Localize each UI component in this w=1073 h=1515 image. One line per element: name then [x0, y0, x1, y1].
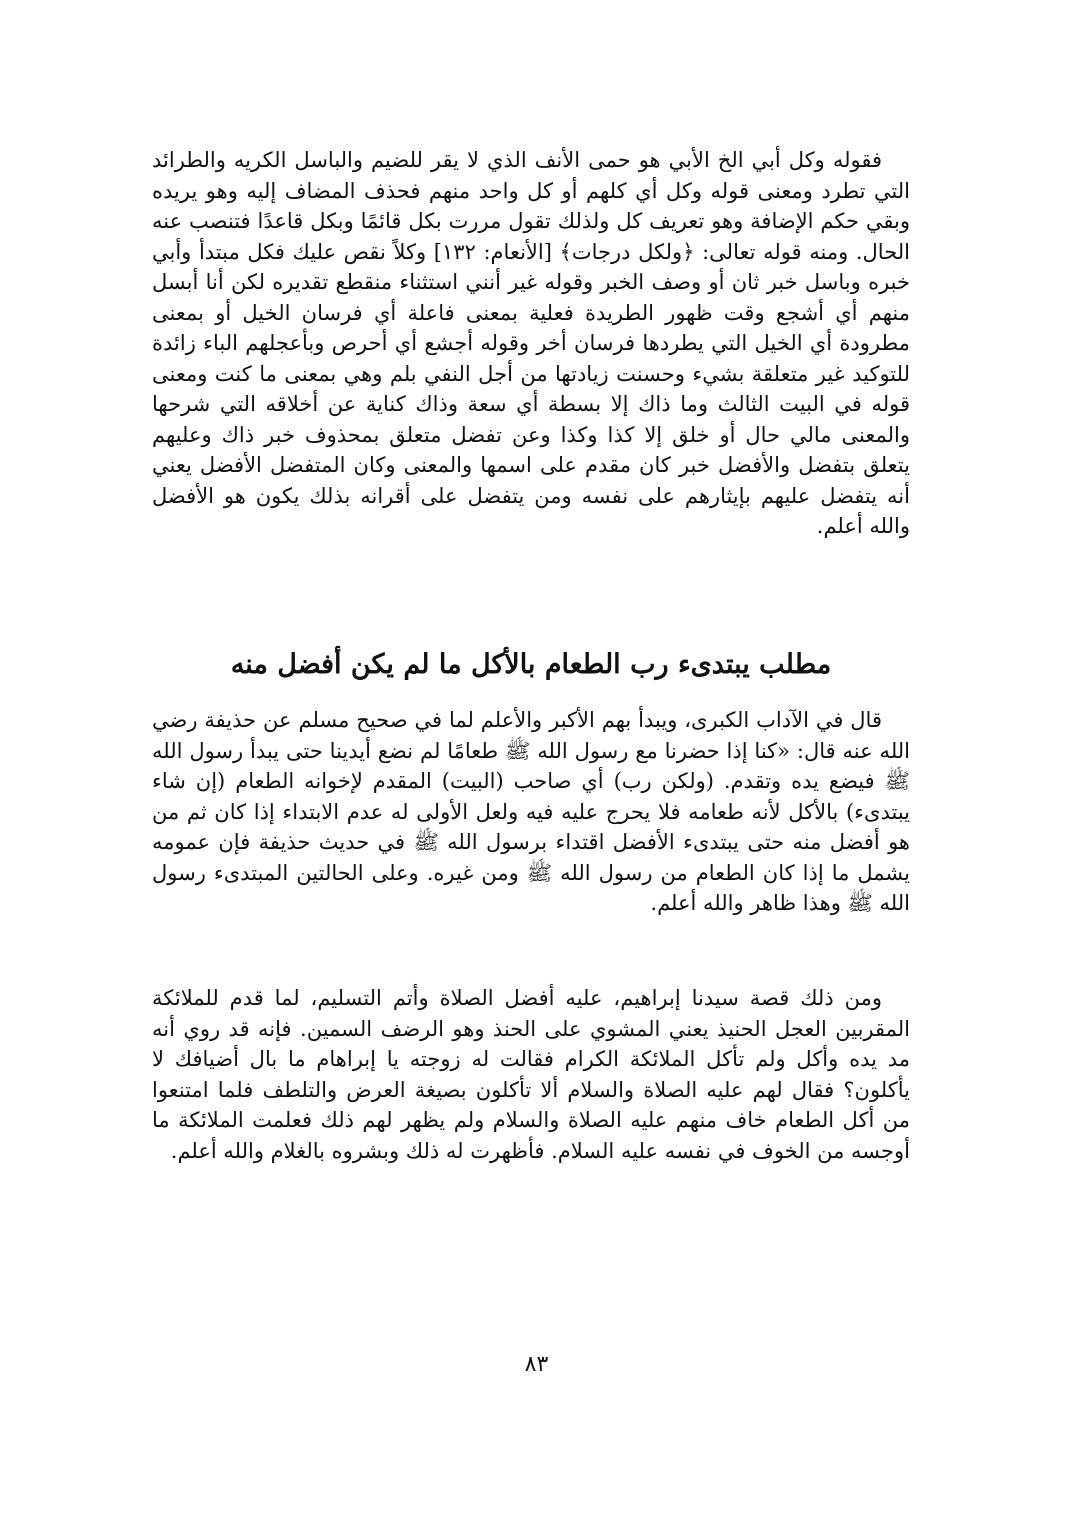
- text-block-1: [152, 145, 910, 542]
- paragraph-1: فقوله وكل أبي الخ الأبي هو حمى الأنف الذي لا يقر للضيم والباسل الكريه والطرائد التي تطرد ومعنى قوله وكل أي كلهم أو كل واحد منهم فحذف المضاف إليه وهو يريده وبقي حكم الإضافة وهو تعريف كل ولذلك تقول مررت بكل قائمًا وبكل قاعدًا فتنصب عنه الحال. ومنه قوله تعالى: ﴿ولكل درجات﴾ [الأنعام: ١٣٢] وكلاً نقص عليك فكل مبتدأ وأبي خبره وباسل خبر ثان أو وصف الخبر وقوله غير أنني استثناء منقطع تقديره لكن أنا أبسل منهم أي أشجع وقت ظهور الطريدة فعلية بمعنى فاعلة أي فرسان الخيل أو بمعنى مطرودة أي الخيل التي يطردها فرسان أخر وقوله أجشع أي أحرص وبأعجلهم الباء زائدة للتوكيد غير متعلقة بشيء وحسنت زيادتها من أجل النفي بلم وهي بمعنى ما كنت ومعنى قوله في البيت الثالث وما ذاك إلا بسطة أي سعة وذاك كناية عن أخلاقه التي شرحها والمعنى مالي حال أو خلق إلا كذا وكذا وعن تفضل متعلق بمحذوف خبر ذاك وعليهم يتعلق بتفضل والأفضل خبر كان مقدم على اسمها والمعنى وكان المتفضل الأفضل يعني أنه يتفضل عليهم بإيثارهم على نفسه ومن يتفضل على أقرانه بذلك يكون هو الأفضل والله أعلم.: [152, 148, 910, 538]
- paragraph-2: قال في الآداب الكبرى، ويبدأ بهم الأكبر والأعلم لما في صحيح مسلم عن حذيفة رضي الله عنه قال: «كنا إذا حضرنا مع رسول الله ﷺ طعامًا لم نضع أيدينا حتى يبدأ رسول الله ﷺ فيضع يده وتقدم. (ولكن رب) أي صاحب (البيت) المقدم لإخوانه الطعام (إن شاء يبتدىء) بالأكل لأنه طعامه فلا يحرج عليه فيه ولعل الأولى له عدم الابتداء إذا كان ثم من هو أفضل منه حتى يبتدىء الأفضل اقتداء برسول الله ﷺ في حديث حذيفة فإن عمومه يشمل ما إذا كان الطعام من رسول الله ﷺ ومن غيره. وعلى الحالتين المبتدىء رسول الله ﷺ وهذا ظاهر والله أعلم.: [152, 708, 910, 915]
- text-block-2: [152, 705, 910, 919]
- paragraph-3: ومن ذلك قصة سيدنا إبراهيم، عليه أفضل الصلاة وأتم التسليم، لما قدم للملائكة المقربين العجل الحنيذ يعني المشوي على الحنذ وهو الرضف السمين. فإنه قد روي أنه مد يده وأكل ولم تأكل الملائكة الكرام فقالت له زوجته يا إبراهام ما بال أضيافك لا يأكلون؟ فقال لهم عليه الصلاة والسلام ألا تأكلون بصيغة العرض والتلطف فلما امتنعوا من أكل الطعام خاف منهم عليه الصلاة والسلام ولم يظهر لهم ذلك فعلمت الملائكة ما أوجسه من الخوف في نفسه عليه السلام. فأظهرت له ذلك وبشروه بالغلام والله أعلم.: [152, 986, 910, 1163]
- section-heading: مطلب يبتدىء رب الطعام بالأكل ما لم يكن أفضل منه: [230, 649, 832, 680]
- page-number: ٨٣: [524, 1352, 549, 1377]
- text-block-3: [152, 983, 910, 1166]
